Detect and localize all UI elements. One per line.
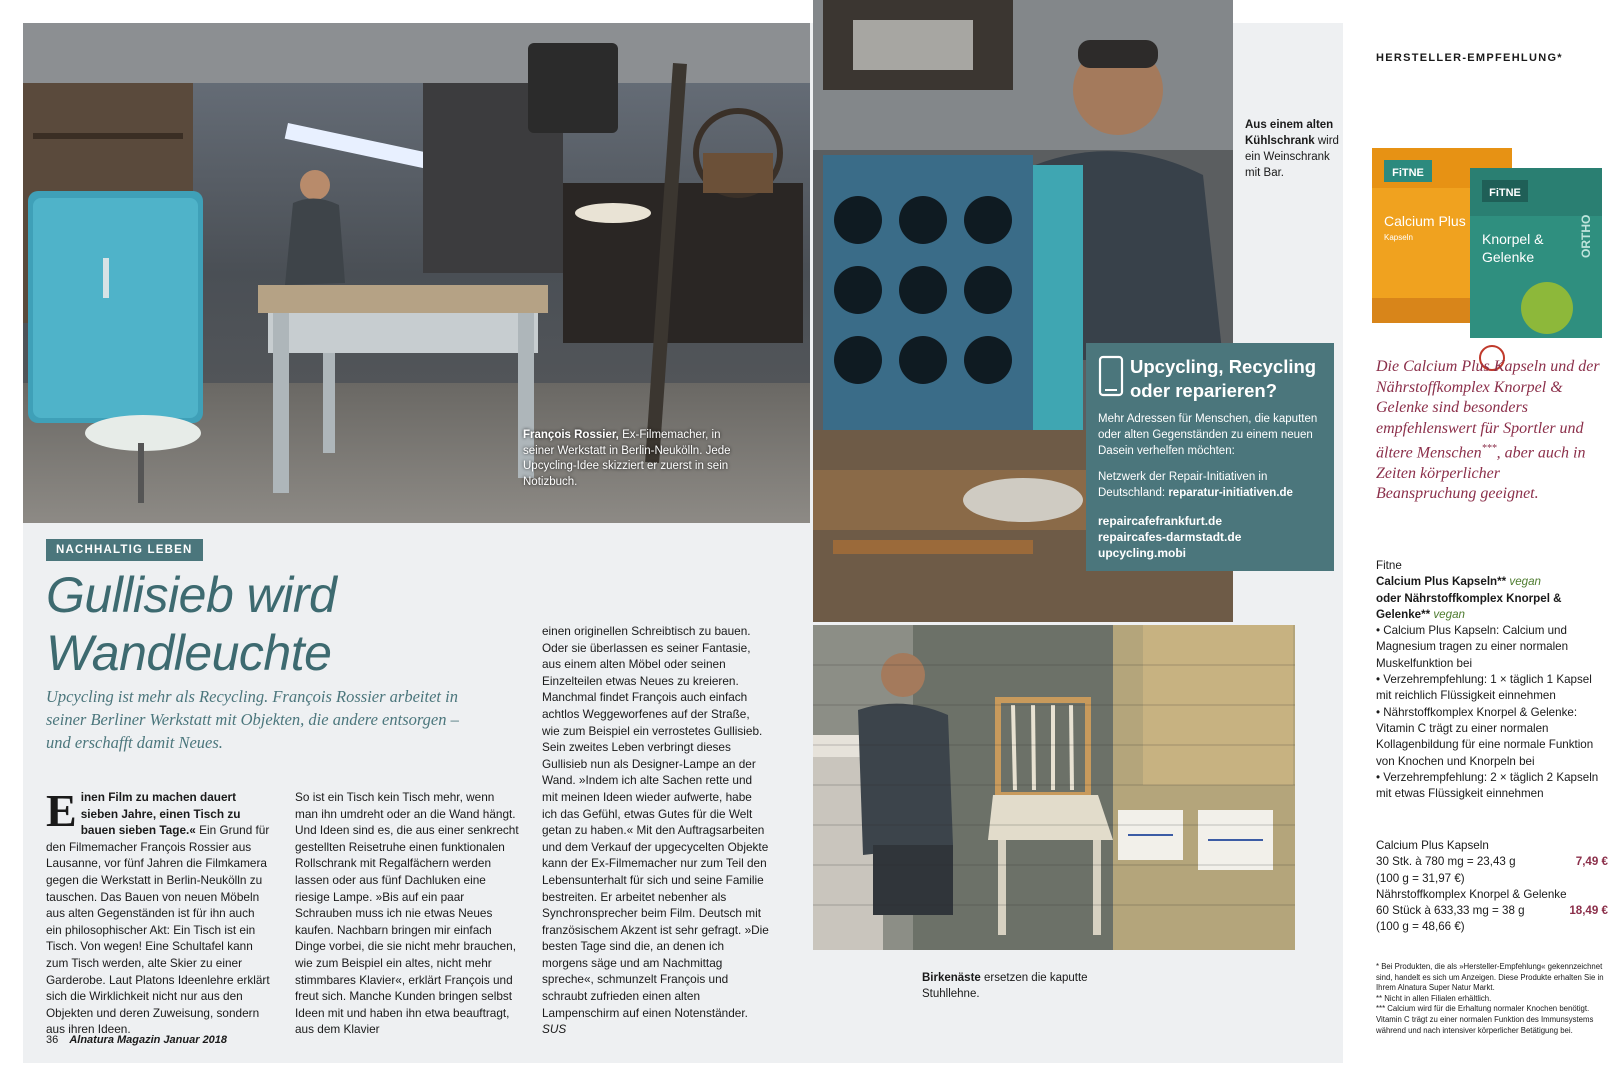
article-column-1: Einen Film zu machen dauert sieben Jahre, einen Tisch zu bauen sieben Tage.« Ein Grund für den Filmemacher François Rossier aus Lausanne, vor fünf Jahren die Filmkamera gegen die Werkstatt in Berlin-Neukölln zu tauschen. Das Bauen von neuen Möbeln aus alten Gegenständen ist für ihn auch ein philosophischer Akt: Ein Tisch ist ein Tisch. Von wegen! Eine Schultafel kann zum Tisch werden, alte Skier zu einer Garderobe. Laut Platons Ideenlehre erklärt sich die Wirklichkeit nicht nur aus den Objekten und deren Zuweisung, sondern aus ihren Ideen. <box>46 785 270 1037</box>
knorpel-gelenke-box <box>1470 168 1602 378</box>
price-knorpel: 18,49 € <box>1569 904 1608 918</box>
info-box-network: Netzwerk der Repair-Initiativen in Deutschland: reparatur-initiativen.de <box>1098 471 1293 499</box>
article-column-3: einen originellen Schreibtisch zu bauen. Oder sie überlassen es seiner Fantasie, aus einem alten Möbel oder seinen Einzelteilen etwas Neues zu kreieren. Manchmal findet François auch einfach achtlos Weggeworfenes auf der Straße, wie zum Beispiel ein verrostetes Gullisieb. Sein zweites Leben verbringt dieses Gullisieb nun als Designer-Lampe an der Wand. »Indem ich alte Sachen rette und mit meinen Ideen wieder aufwerte, habe ich das Gefühl, etwas Gutes für die Welt getan zu haben.« Mit den Auftragsarbeiten und dem Verkauf der upgecycelten Objekte kann der Ex-Filmemacher nur zum Teil den Lebensunterhalt für sich und seine Familie bestreiten. Er arbeitet nebenher als Synchronsprecher beim Film. Deutsch mit französischem Akzent ist sehr gefragt. »Die besten Tage sind die, an denen ich morgens säge und am Nachmittag spreche«, schmunzelt François und schraubt zufrieden einen alten Lampenschirm auf einen Notenständer. SUS <box>542 624 769 1037</box>
workshop-caption: François Rossier, Ex-Filmemacher, in seiner Werkstatt in Berlin-Neukölln. Jede Upcycling-Idee skizziert er zuerst in sein Notizbuch. <box>523 429 731 488</box>
info-box <box>1086 343 1334 571</box>
article-headline: Gullisieb wird Wandleuchte <box>46 567 337 681</box>
ad-quote: Die Calcium Plus Kapseln und der Nährstoffkomplex Knorpel & Gelenke sind besonders empfehlenswert für Sportler und ältere Menschen***, aber auch in Zeiten körperlicher Beanspruchung geeignet. <box>1376 358 1600 503</box>
workshop-photo <box>23 23 810 523</box>
ad-product-info: Fitne Calcium Plus Kapseln** vegan oder Nährstoffkomplex Knorpel & Gelenke** vegan • Calcium Plus Kapseln: Calcium und Magnesium tragen zu einer normalen Muskelfunktion bei • Verzehrempfehlung: 1 × täglich 1 Kapsel mit reichlich Flüssigkeit einnehmen • Nährstoffkomplex Knorpel & Gelenke: Vitamin C trägt zu einer normalen Kollagenbildung für eine normale Funktion von Knochen und Knorpeln bei • Verzehrempfehlung: 2 × täglich 2 Kapseln mit etwas Flüssigkeit einnehmen <box>1376 558 1608 802</box>
fridge-caption: Aus einem alten Kühlschrank wird ein Weinschrank mit Bar. <box>1245 119 1339 179</box>
ad-prices: Calcium Plus Kapseln 30 Stk. à 780 mg = 23,43 g 7,49 € (100 g = 31,97 €) Nährstoffkomplex Knorpel & Gelenke 60 Stück à 633,33 mg = 38 g 18,49 € (100 g = 48,66 €) <box>1376 839 1608 934</box>
ad-product-title: Calcium Plus Kapseln** vegan <box>1376 575 1541 589</box>
link-upcycling-mobi[interactable]: upcycling.mobi <box>1098 546 1187 560</box>
page-number: 36 <box>46 1034 59 1046</box>
ad-bullets <box>1376 623 1608 802</box>
ad-brand: Fitne <box>1376 559 1402 572</box>
page-footer <box>46 1034 227 1046</box>
chair-caption: Birkenäste ersetzen die kaputte Stuhllehne. <box>922 972 1088 1000</box>
svg-text:Kapseln: Kapseln <box>1384 233 1413 242</box>
ad-bullet: • Verzehrempfehlung: 2 × täglich 2 Kapseln mit etwas Flüssigkeit einnehmen <box>1376 770 1608 803</box>
svg-text:FiTNE: FiTNE <box>1392 167 1424 179</box>
svg-text:Calcium Plus: Calcium Plus <box>1384 213 1466 229</box>
article-lead: Upcycling ist mehr als Recycling. François Rossier arbeitet in seiner Berliner Werkstatt mit Objekten, die andere entsorgen – und erschafft damit Neues. <box>46 687 459 752</box>
smartphone-icon <box>1098 355 1124 397</box>
drop-cap: E <box>46 785 77 836</box>
info-box-intro: Mehr Adressen für Menschen, die kaputten oder alten Gegenständen zu einem neuen Dasein verhelfen möchten: <box>1098 413 1318 457</box>
ad-bullet: • Nährstoffkomplex Knorpel & Gelenke: Vitamin C trägt zu einer normalen Kollagenbildung für eine normale Funktion von Knochen und Knorpeln bei <box>1376 705 1608 770</box>
section-kicker: NACHHALTIG LEBEN <box>46 539 203 561</box>
author-sign: SUS <box>542 1022 567 1037</box>
magazine-name: Alnatura Magazin Januar 2018 <box>69 1034 228 1046</box>
link-repaircafe-frankfurt[interactable]: repaircafefrankfurt.de <box>1098 514 1223 528</box>
svg-text:Gelenke: Gelenke <box>1482 249 1535 265</box>
ad-label: HERSTELLER-EMPFEHLUNG* <box>1376 52 1563 64</box>
ad-bullet: • Verzehrempfehlung: 1 × täglich 1 Kapsel mit reichlich Flüssigkeit einnehmen <box>1376 672 1608 705</box>
article-column-2: So ist ein Tisch kein Tisch mehr, wenn man ihn umdreht oder an die Wand hängt. Und Ideen sind es, die aus einer senkrecht gestellten Reisetruhe einen funktionalen Rollschrank mit Regalfächern werden lassen oder aus fünf Dachluken eine riesige Lampe. »Bis auf ein paar Schrauben muss ich nie etwas Neues kaufen. Nachbarn bringen mir einfach Dinge vorbei, die sie nicht mehr brauchen, wie zum Beispiel ein altes, nicht mehr stimmbares Klavier«, erklärt François und freut sich. Manche Kunden bringen selbst Ideen mit und haben ihn etwa beauftragt, aus dem Klavier <box>295 790 519 1037</box>
price-calcium: 7,49 € <box>1575 855 1608 869</box>
link-repaircafes-darmstadt[interactable]: repaircafes-darmstadt.de <box>1098 530 1242 544</box>
chair-photo <box>813 625 1295 950</box>
info-box-title: Upcycling, Recycling oder reparieren? <box>1130 356 1317 401</box>
svg-text:Knorpel &: Knorpel & <box>1482 231 1544 247</box>
svg-text:FiTNE: FiTNE <box>1489 187 1521 199</box>
ad-bullet: • Calcium Plus Kapseln: Calcium und Magnesium tragen zu einer normalen Muskelfunktion bei <box>1376 623 1608 672</box>
network-link[interactable]: reparatur-initiativen.de <box>1168 487 1293 499</box>
product-packages <box>1372 148 1602 386</box>
svg-text:ORTHO: ORTHO <box>1579 214 1593 258</box>
ad-footnotes: * Bei Produkten, die als »Hersteller-Empfehlung« gekennzeichnet sind, handelt es sich um Anzeigen. Diese Produkte erhalten Sie in Ihrem Alnatura Super Natur Markt. ** Nicht in allen Filialen erhältlich. *** Calcium wird für die Erhaltung normaler Knochen benötigt. Vitamin C trägt zu einer normalen Funktion des Immunsystems während und nach intensiver körperlicher Betätigung bei. <box>1376 962 1604 1035</box>
info-box-links <box>1098 513 1322 561</box>
